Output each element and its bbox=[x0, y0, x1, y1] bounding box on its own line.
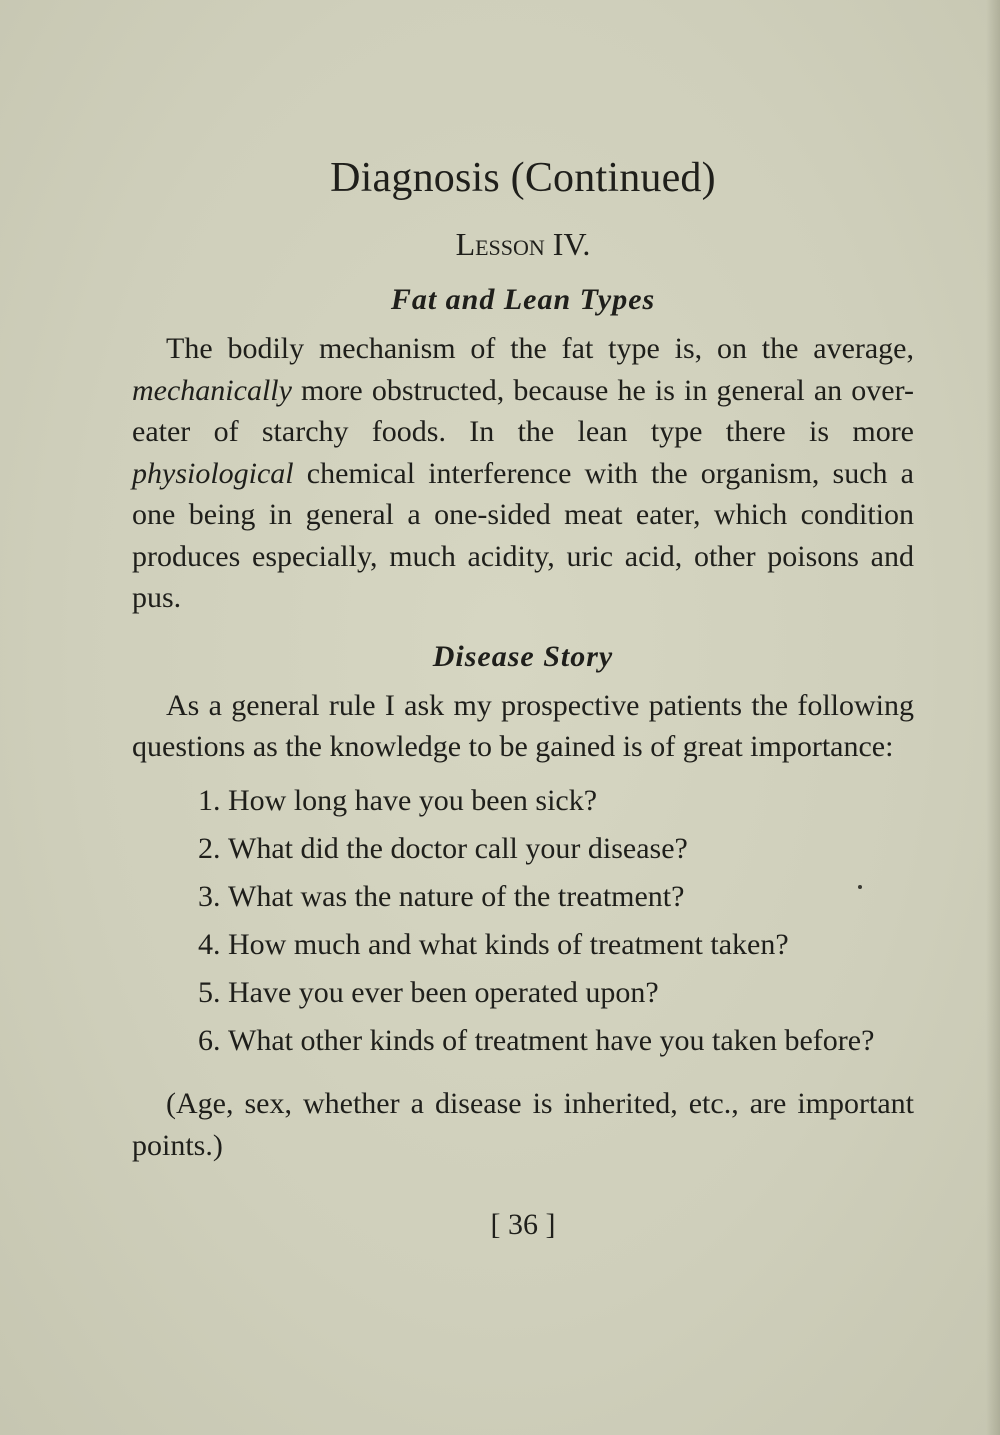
page-edge-shadow bbox=[986, 0, 1000, 1435]
list-number: 1. bbox=[198, 783, 221, 817]
list-item bbox=[198, 876, 914, 917]
paragraph-note: (Age, sex, whether a disease is inherited, etc., are important points.) bbox=[132, 1086, 914, 1162]
text-run: The bodily mechanism of the fat type is, on the average, bbox=[166, 332, 914, 365]
lesson-heading: Lesson IV. bbox=[455, 226, 591, 262]
list-text: What other kinds of treatment have you taken before? bbox=[228, 1023, 875, 1057]
list-text: Have you ever been operated upon? bbox=[228, 975, 659, 1009]
list-number: 5. bbox=[198, 975, 221, 1009]
italic-word-physiological: physiological bbox=[132, 456, 294, 490]
text-run: chemical interference with the organism, such a one being in general a one-sided meat eater, which condition produces especially, much acidity, uric acid, other poisons and pus. bbox=[132, 456, 914, 614]
list-text: How much and what kinds of treatment taken? bbox=[228, 927, 789, 961]
page-number: [ 36 ] bbox=[490, 1207, 556, 1241]
list-number: 4. bbox=[198, 927, 221, 961]
list-number: 3. bbox=[198, 879, 221, 913]
list-text: What did the doctor call your disease? bbox=[228, 831, 688, 865]
list-item bbox=[198, 780, 914, 821]
list-item bbox=[198, 828, 914, 869]
paragraph-intro: As a general rule I ask my prospective patients the following questions as the knowledge to be gained is of great importance: bbox=[132, 688, 914, 763]
question-list bbox=[132, 780, 914, 1061]
list-number: 2. bbox=[198, 831, 221, 865]
page-content bbox=[132, 150, 914, 1245]
list-item bbox=[198, 972, 914, 1013]
list-number: 6. bbox=[198, 1023, 221, 1057]
section-heading-fat-lean: Fat and Lean Types bbox=[390, 283, 656, 316]
section-heading-disease-story: Disease Story bbox=[432, 639, 614, 673]
list-item bbox=[198, 1020, 914, 1061]
list-text: How long have you been sick? bbox=[228, 783, 598, 817]
text-run: more obstructed, because he is in general an over-eater of starchy foods. In the lean type there is more bbox=[132, 373, 914, 448]
list-text: What was the nature of the treatment? bbox=[228, 879, 685, 913]
list-item bbox=[198, 924, 914, 965]
italic-word-mechanically: mechanically bbox=[132, 373, 292, 407]
paragraph-fat-lean bbox=[132, 328, 914, 619]
chapter-title: Diagnosis (Continued) bbox=[330, 155, 716, 201]
